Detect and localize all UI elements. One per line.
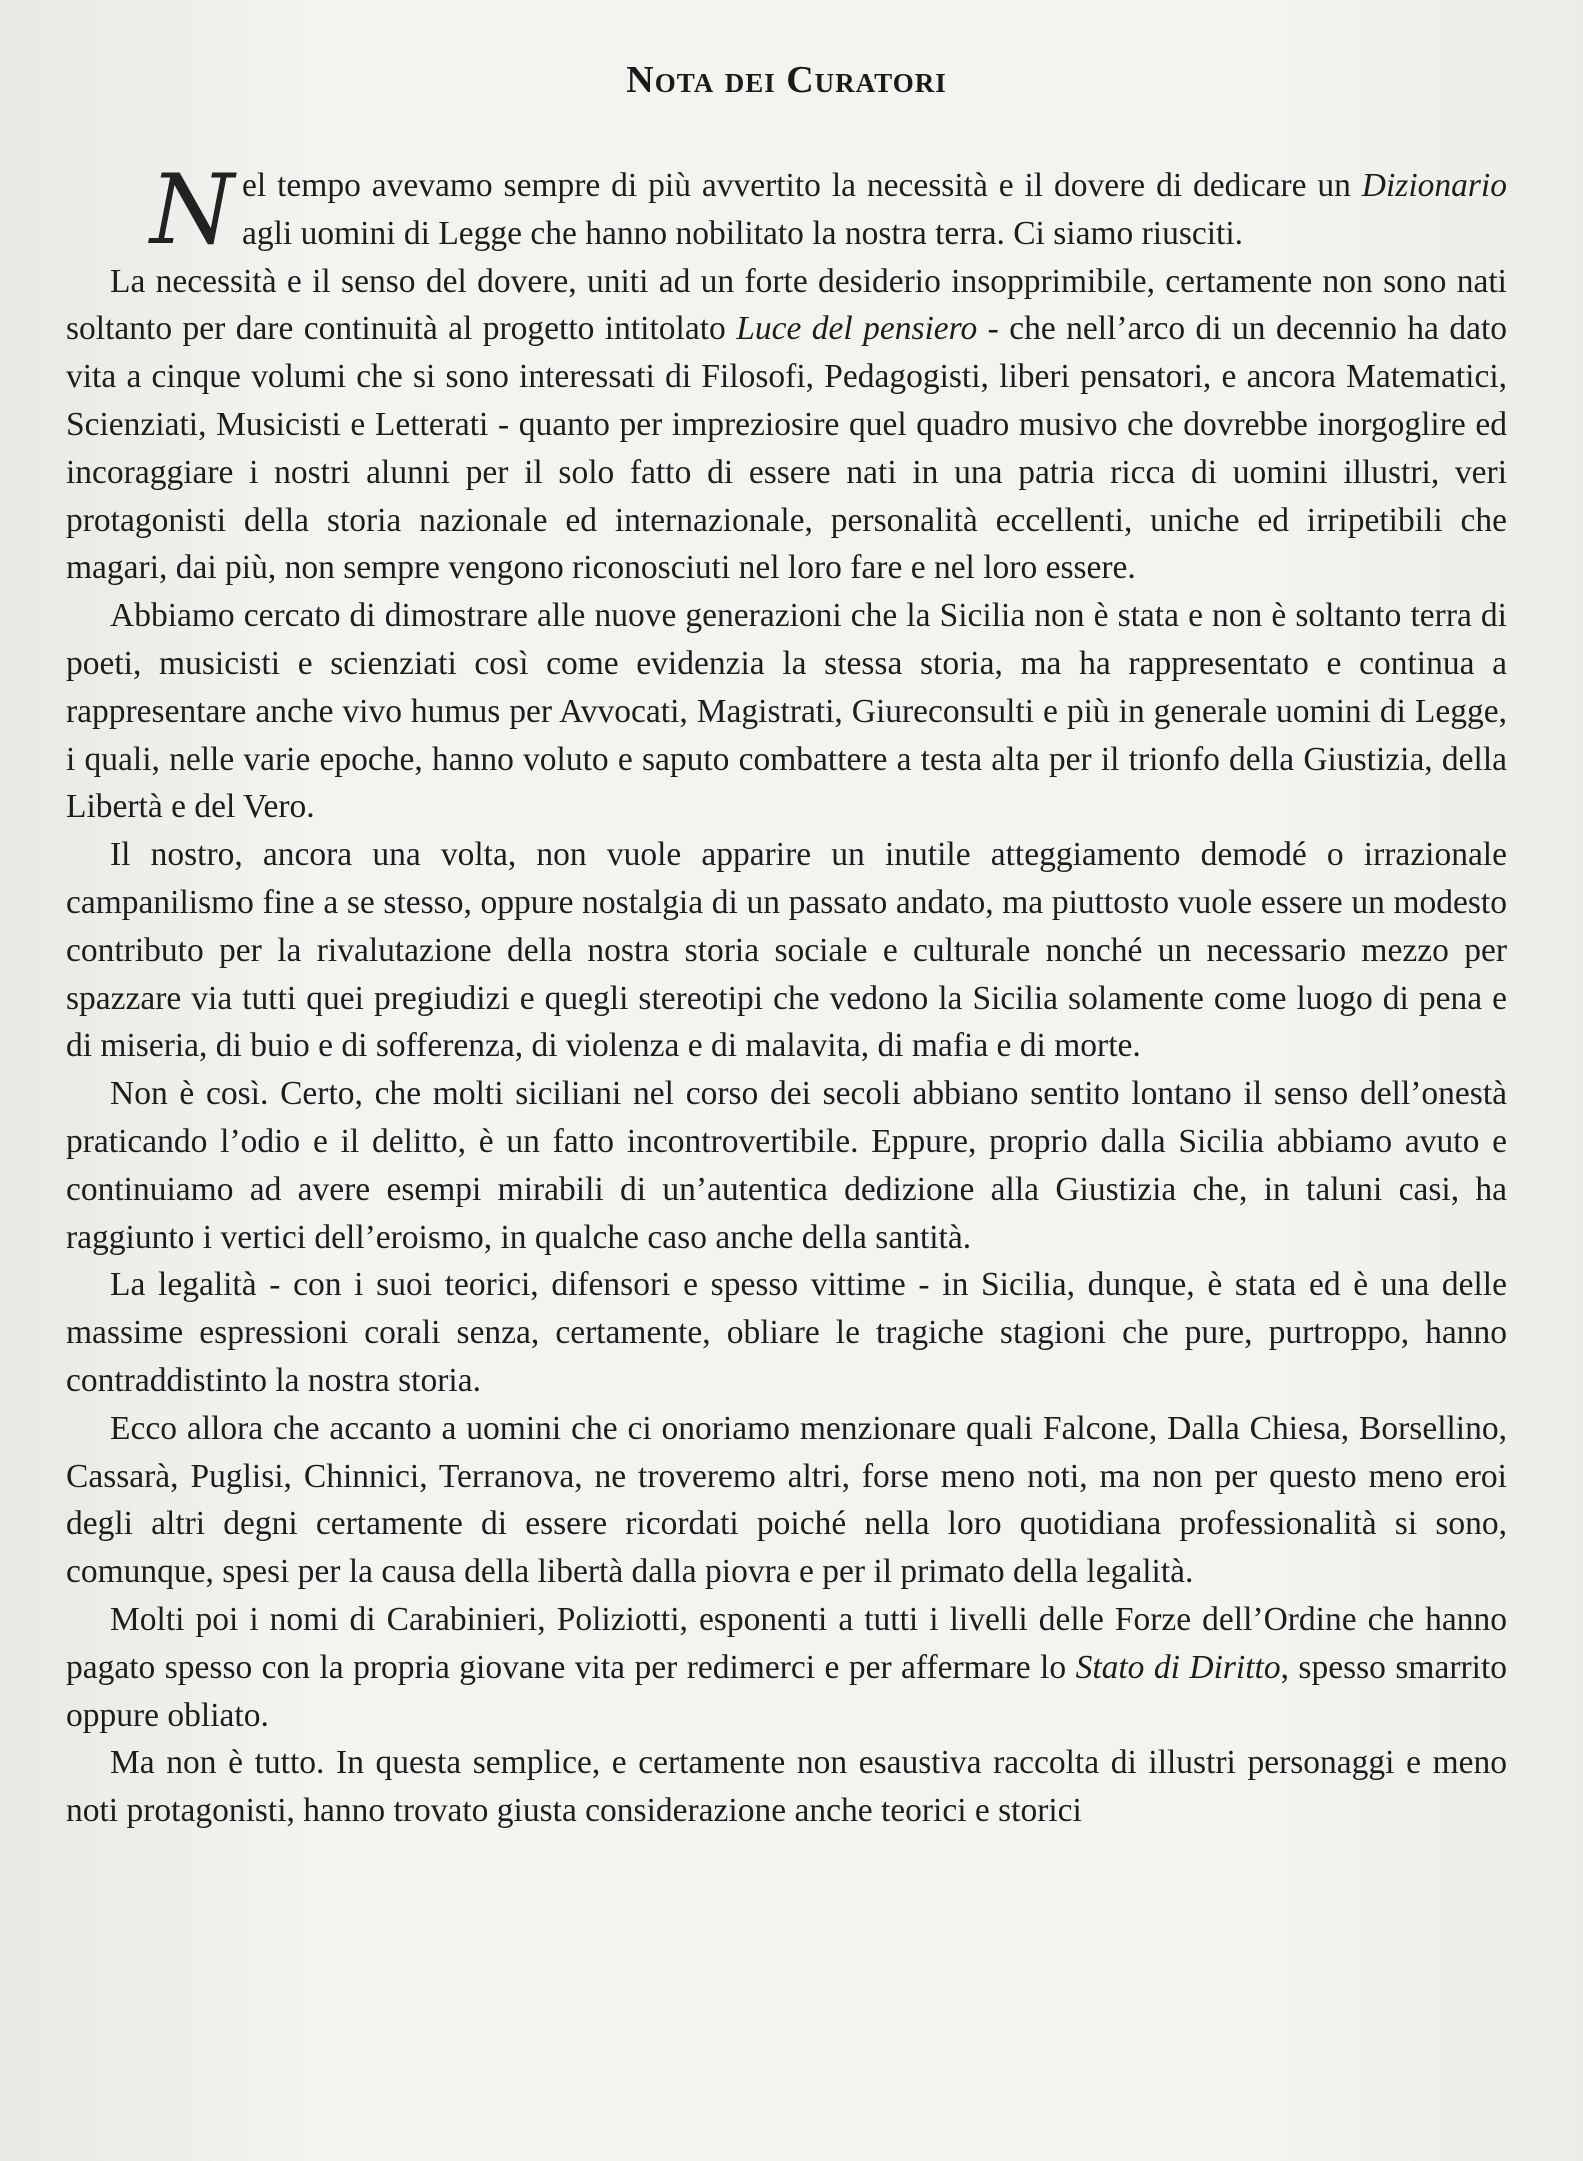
intro-text-a: el tempo avevamo sempre di più avvertito la necessità e il dovere di dedicare un — [242, 167, 1362, 204]
paragraph-7: Ecco allora che accanto a uomini che ci onoriamo menzionare quali Falcone, Dalla Chiesa, Borsellino, Cassarà, Puglisi, Chinnici, Terranova, ne troveremo altri, forse meno noti, ma non per questo meno eroi degli altri degni certamente di essere ricordati poiché nella loro quotidiana professionalità si sono, comunque, spesi per la causa della libertà dalla piovra e per il primato della legalità. — [66, 1409, 1507, 1591]
paragraph-4: Il nostro, ancora una volta, non vuole apparire un inutile atteggiamento demodé o irrazionale campanilismo fine a se stesso, oppure nostalgia di un passato andato, ma piuttosto vuole essere un modesto contributo per la rivalutazione della nostra storia sociale e culturale nonché un necessario mezzo per spazzare via tutti quei pregiudizi e quegli stereotipi che vedono la Sicilia solamente come luogo di pena e di miseria, di buio e di sofferenza, di violenza e di malavita, di mafia e di morte. — [66, 836, 1507, 1065]
p8-text-b: , spesso smarrito oppure obliato. — [66, 1648, 1508, 1734]
paragraph-3: Abbiamo cercato di dimostrare alle nuove generazioni che la Sicilia non è stata e non è soltanto terra di poeti, musicisti e scienziati così come evidenzia la stessa storia, ma ha rappresentato e continua a rappresentare anche vivo humus per Avvocati, Magistrati, Giureconsulti e più in generale uomini di Legge, i quali, nelle varie epoche, hanno voluto e saputo combattere a testa alta per il trionfo della Giustizia, della Libertà e del Vero. — [66, 597, 1507, 826]
paragraph-6: La legalità - con i suoi teorici, difensori e spesso vittime - in Sicilia, dunque, è stata ed è una delle massime espressioni corali senza, certamente, obliare le tragiche stagioni che pure, purtroppo, hanno contraddistinto la nostra storia. — [66, 1266, 1507, 1399]
body-text — [66, 154, 1508, 1835]
paragraph-9: Ma non è tutto. In questa semplice, e certamente non esaustiva raccolta di illustri personaggi e meno noti protagonisti, hanno trovato giusta considerazione anche teorici e storici — [66, 1744, 1507, 1830]
paragraph-intro — [66, 154, 1507, 266]
paragraph-5: Non è così. Certo, che molti siciliani nel corso dei secoli abbiano sentito lontano il senso dell’onestà praticando l’odio e il delitto, è un fatto incontrovertibile. Eppure, proprio dalla Sicilia abbiamo avuto e continuiamo ad avere esempi mirabili di un’autentica dedizione alla Giustizia che, in taluni casi, ha raggiunto i vertici dell’eroismo, in qualche caso anche della santità. — [66, 1075, 1507, 1256]
p8-italic: Stato di Diritto — [1075, 1648, 1281, 1686]
p2-text-b: - che nell’arco di un decennio ha dato vita a cinque volumi che si sono interessati di Filosofi, Pedagogisti, liberi pensatori, e ancora Matematici, Scienziati, Musicisti e Letterati - quanto per impreziosire quel quadro musivo che dovrebbe inorgoglire ed incoraggiare i nostri alunni per il solo fatto di essere nati in una patria ricca di uomini illustri, veri protagonisti della storia nazionale ed internazionale, personalità eccellenti, uniche ed irripetibili che magari, dai più, non sempre vengono riconosciuti nel loro fare e nel loro essere. — [66, 310, 1507, 587]
p2-italic: Luce del pensiero — [736, 310, 978, 348]
intro-italic: Dizionario — [1361, 167, 1507, 204]
p8-text-a: Molti poi i nomi di Carabinieri, Poliziotti, esponenti a tutti i livelli delle Forze dell’Ordine che hanno pagato spesso con la propria giovane vita per redimerci e per affermare lo — [66, 1600, 1507, 1686]
page-title: Nota dei Curatori — [626, 59, 947, 101]
drop-cap: N — [150, 154, 234, 266]
paragraph-8 — [66, 1596, 1507, 1739]
paragraph-2 — [66, 258, 1507, 593]
intro-text-b: agli uomini di Legge che hanno nobilitato la nostra terra. Ci siamo riusciti. — [242, 214, 1244, 252]
p2-text-a: La necessità e il senso del dovere, uniti ad un forte desiderio insopprimibile, certamente non sono nati soltanto per dare continuità al progetto intitolato — [66, 262, 1507, 348]
